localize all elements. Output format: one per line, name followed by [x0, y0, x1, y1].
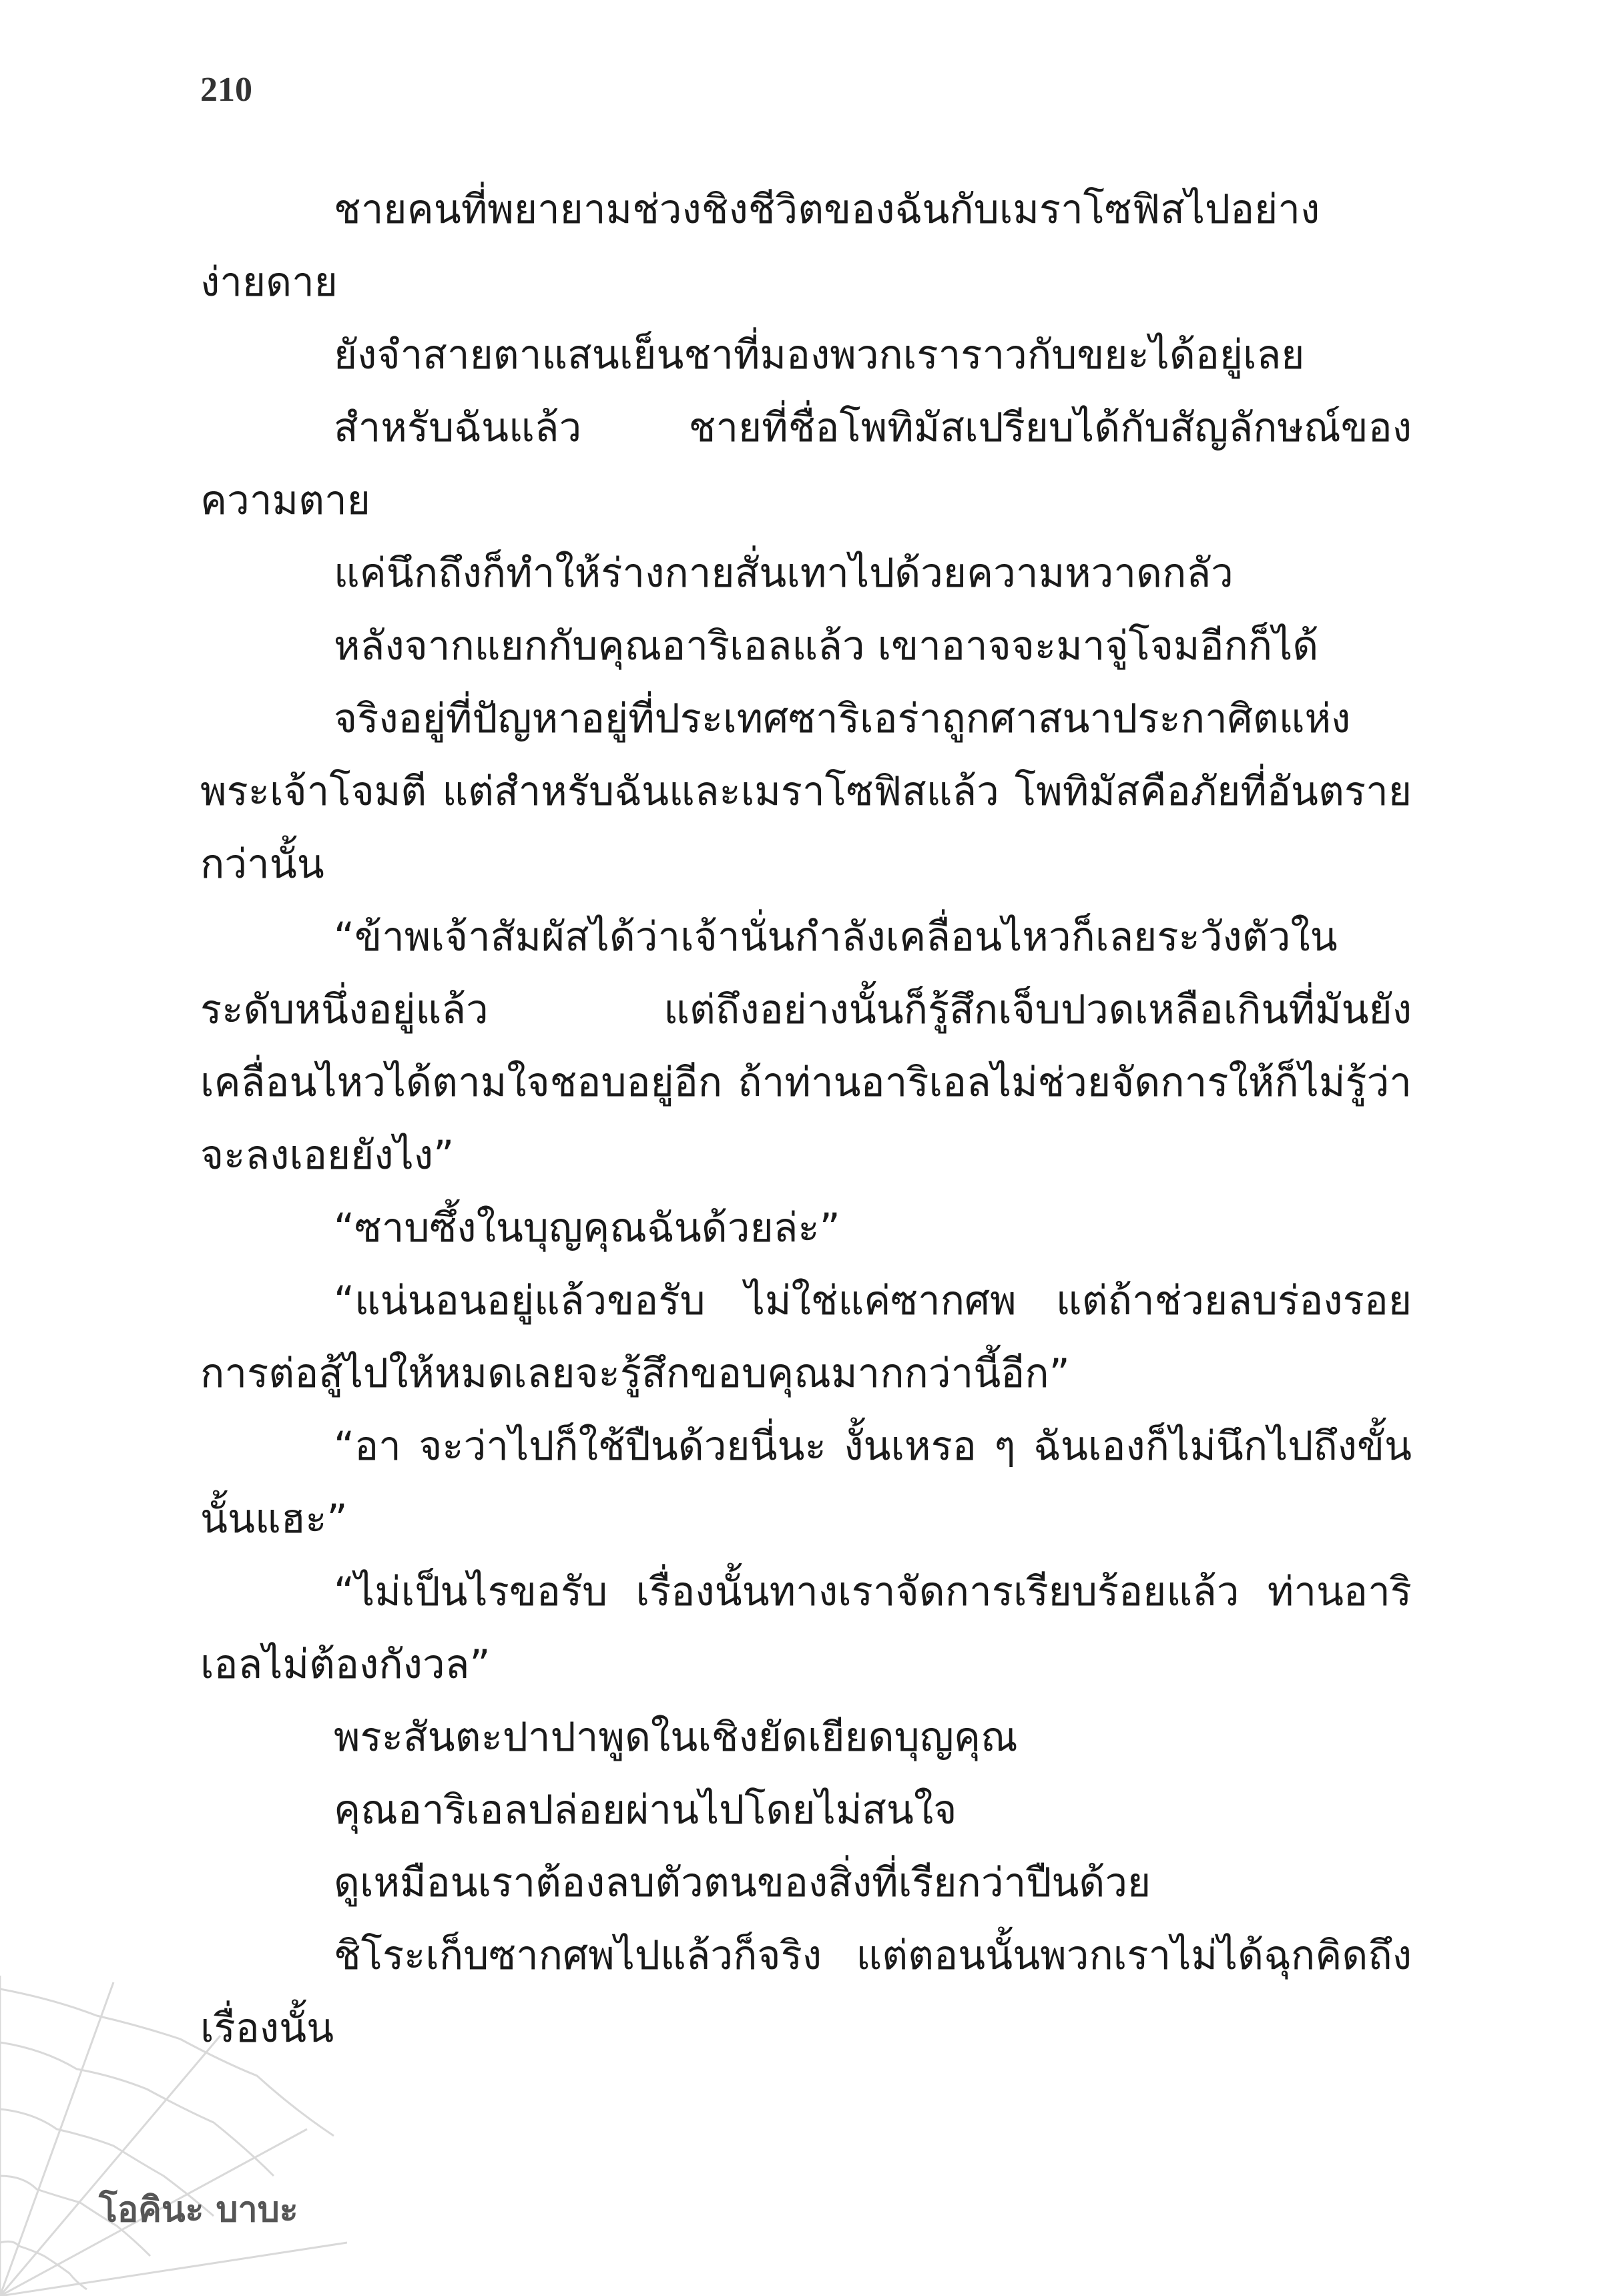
paragraph: สำหรับฉันแล้ว ชายที่ชื่อโพทิมัสเปรียบได้กับสัญลักษณ์ของความตาย — [200, 404, 1412, 524]
paragraph: “ไม่เป็นไรขอรับ เรื่องนั้นทางเราจัดการเรียบร้อยแล้ว ท่านอาริเอลไม่ต้องกังวล” — [200, 1568, 1412, 1688]
paragraph: “อา จะว่าไปก็ใช้ปืนด้วยนี่นะ งั้นเหรอ ๆ ฉันเองก็ไม่นึกไปถึงขั้นนั้นแฮะ” — [200, 1423, 1412, 1542]
spiderweb-decoration — [0, 1976, 347, 2296]
author-name: โอคินะ บาบะ — [99, 2190, 298, 2230]
paragraph: พระสันตะปาปาพูดในเชิงยัดเยียดบุญคุณ — [334, 1714, 1018, 1761]
paragraph: ยังจำสายตาแสนเย็นชาที่มองพวกเราราวกับขยะได้อยู่เลย — [334, 332, 1305, 378]
paragraph: ดูเหมือนเราต้องลบตัวตนของสิ่งที่เรียกว่าปืนด้วย — [334, 1859, 1151, 1906]
paragraph: ชิโระเก็บซากศพไปแล้วก็จริง แต่ตอนนั้นพวกเราไม่ได้ฉุกคิดถึงเรื่องนั้น — [200, 1932, 1412, 2052]
paragraph: คุณอาริเอลปล่อยผ่านไปโดยไม่สนใจ — [334, 1787, 957, 1833]
paragraph: “แน่นอนอยู่แล้วขอรับ ไม่ใช่แค่ซากศพ แต่ถ้าช่วยลบร่องรอยการต่อสู้ไปให้หมดเลยจะรู้สึกขอบคุณมากกว่านี้อีก” — [200, 1277, 1412, 1397]
paragraph: จริงอยู่ที่ปัญหาอยู่ที่ประเทศซาริเอร่าถูกศาสนาประกาศิตแห่งพระเจ้าโจมตี แต่สำหรับฉันและเมราโซฟิสแล้ว โพทิมัสคือภัยที่อันตรายกว่านั้น — [200, 695, 1412, 888]
body-text — [200, 174, 1412, 2065]
page-number: 210 — [200, 71, 252, 109]
paragraph: “ซาบซึ้งในบุญคุณฉันด้วยล่ะ” — [334, 1205, 840, 1251]
paragraph: แค่นึกถึงก็ทำให้ร่างกายสั่นเทาไปด้วยความหวาดกลัว — [334, 550, 1234, 597]
paragraph: “ข้าพเจ้าสัมผัสได้ว่าเจ้านั่นกำลังเคลื่อนไหวก็เลยระวังตัวในระดับหนึ่งอยู่แล้ว แต่ถึงอย่างนั้นก็รู้สึกเจ็บปวดเหลือเกินที่มันยังเคลื่อนไหวได้ตามใจชอบอยู่อีก ถ้าท่านอาริเอลไม่ช่วยจัดการให้ก็ไม่รู้ว่าจะลงเอยยังไง” — [200, 914, 1412, 1179]
paragraph: ชายคนที่พยายามช่วงชิงชีวิตของฉันกับเมราโซฟิสไปอย่างง่ายดาย — [200, 186, 1320, 306]
paragraph: หลังจากแยกกับคุณอาริเอลแล้ว เขาอาจจะมาจู่โจมอีกก็ได้ — [334, 623, 1319, 669]
